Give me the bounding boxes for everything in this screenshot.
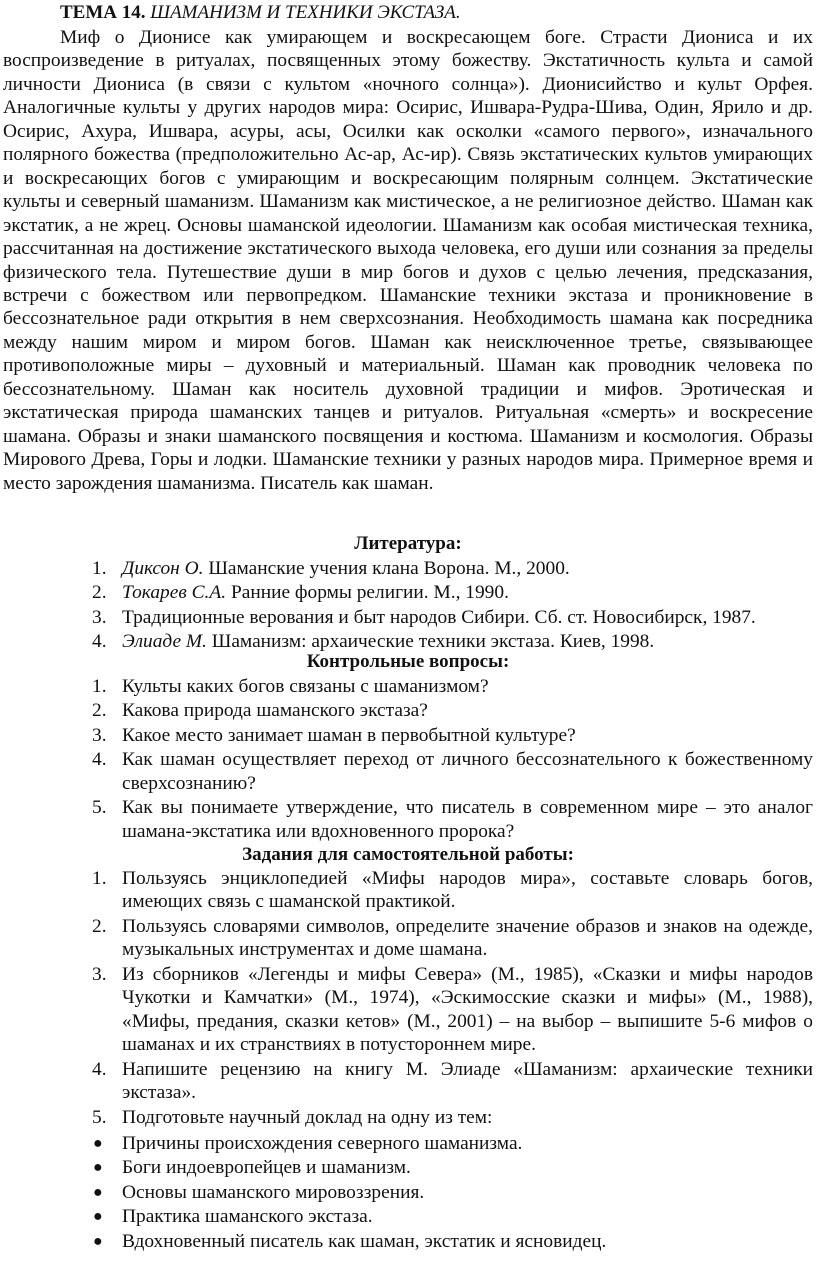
tasks-list bbox=[0, 867, 816, 1130]
item-text: Какое место занимает шаман в первобытной культуре? bbox=[122, 724, 576, 746]
question-item bbox=[0, 699, 816, 722]
item-number: 4. bbox=[92, 1058, 107, 1080]
item-text: Из сборников «Легенды и мифы Севера» (М., 1985), «Сказки и мифы народов Чукотки и Камчатки» (М., 1974), «Эскимосские сказки и мифы» (М., 1988), «Мифы, предания, сказки кетов» (М., 2001) – на выбор – выпишите 5-6 мифов о шаманах и их странствиях в потустороннем мире. bbox=[122, 963, 813, 1056]
bullet-icon: ● bbox=[93, 1208, 103, 1226]
item-number: 3. bbox=[92, 963, 107, 985]
bullet-icon: ● bbox=[93, 1135, 103, 1152]
item-text: Напишите рецензию на книгу М. Элиаде «Шаманизм: архаические техники экстаза». bbox=[122, 1058, 813, 1104]
item-text: Основы шаманского мировоззрения. bbox=[122, 1181, 425, 1203]
literature-item bbox=[0, 606, 816, 629]
task-item bbox=[0, 867, 816, 914]
item-text: Пользуясь энциклопедией «Мифы народов мира», составьте словарь богов, имеющих связь с шаманской практикой. bbox=[122, 868, 813, 913]
bullet-icon: ● bbox=[93, 1159, 103, 1177]
item-text: Как вы понимаете утверждение, что писатель в современном мире – это аналог шамана-экстатика или вдохновенного пророка? bbox=[122, 797, 813, 842]
topic-title: ШАМАНИЗМ И ТЕХНИКИ ЭКСТАЗА. bbox=[150, 2, 461, 23]
item-text: Вдохновенный писатель как шаман, экстатик и ясновидец. bbox=[122, 1230, 607, 1252]
item-number: 3. bbox=[92, 606, 107, 628]
task-item bbox=[0, 915, 816, 962]
item-author: Токарев С.А. bbox=[122, 582, 227, 604]
topic-item bbox=[0, 1205, 816, 1228]
topic-item bbox=[0, 1132, 816, 1155]
item-text: Причины происхождения северного шаманизма. bbox=[122, 1133, 523, 1154]
task-item bbox=[0, 963, 816, 1057]
item-text: Как шаман осуществляет переход от личного бессознательного к божественному сверхсознанию? bbox=[122, 749, 813, 794]
questions-list bbox=[0, 675, 816, 843]
item-number: 1. bbox=[92, 868, 107, 889]
item-number: 5. bbox=[92, 1106, 107, 1128]
topic-number: ТЕМА 14. bbox=[60, 2, 146, 23]
item-text: Практика шаманского экстаза. bbox=[122, 1206, 373, 1228]
item-text: Подготовьте научный доклад на одну из тем: bbox=[122, 1106, 493, 1128]
item-text: Традиционные верования и быт народов Сибири. Сб. ст. Новосибирск, 1987. bbox=[122, 606, 756, 628]
bullet-icon: ● bbox=[93, 1183, 103, 1201]
literature-title: Литература: bbox=[354, 533, 462, 554]
literature-item bbox=[0, 581, 816, 604]
topic-heading bbox=[60, 2, 461, 24]
question-item bbox=[0, 748, 816, 795]
tasks-title: Задания для самостоятельной работы: bbox=[242, 844, 574, 865]
item-author: Элиаде М. bbox=[122, 631, 207, 653]
bullet-icon: ● bbox=[93, 1232, 103, 1250]
question-item bbox=[0, 796, 816, 843]
item-number: 5. bbox=[92, 797, 107, 819]
question-item bbox=[0, 724, 816, 747]
item-number: 4. bbox=[92, 749, 107, 771]
item-text: Шаманские учения клана Ворона. М., 2000. bbox=[203, 558, 570, 579]
item-author: Диксон О. bbox=[122, 558, 204, 579]
item-number: 1. bbox=[92, 558, 107, 579]
task-item bbox=[0, 1058, 816, 1105]
topic-paragraph: Миф о Дионисе как умирающем и воскресающем боге. Страсти Диониса и их воспроизведение в ритуалах, посвященных этому божеству. Экстатичность культа и самой личности Диониса (в связи с культом «ночного солнца»). Дионисийство и культ Орфея. Аналогичные культы у других народов мира: Осирис, Ишвара-Рудра-Шива, Один, Ярило и др. Осирис, Ахура, Ишвара, асуры, асы, Осилки как осколки «самого первого», изначального полярного божества (предположительно Ас-ар, Ас-ир). Связь экстатических культов умирающих и воскресающих богов с умирающим и воскресающим полярным солнцем. Экстатические культы и северный шаманизм. Шаманизм как мистическое, а не религиозное действо. Шаман как экстатик, а не жрец. Основы шаманской идеологии. Шаманизм как особая мистическая техника, рассчитанная на достижение экстатического выхода человека, его души или сознания за пределы физического тела. Путешествие души в мир богов и духов с целью лечения, предсказания, встречи с божеством или первопредком. Шаманские техники экстаза и проникновение в бессознательное ради открытия в нем сверхсознания. Необходимость шамана как посредника между нашим миром и миром богов. Шаман как неисключенное третье, связывающее противоположные миры – духовный и материальный. Шаман как проводник человека по бессознательному. Шаман как носитель духовной традиции и мифов. Эротическая и экстатическая природа шаманских танцев и ритуалов. Ритуальная «смерть» и воскресение шамана. Образы и знаки шаманского посвящения и костюма. Шаманизм и космология. Образы Мирового Древа, Горы и лодки. Шаманские техники у разных народов мира. Примерное время и место зарождения шаманизма. Писатель как шаман. bbox=[3, 27, 813, 494]
item-number: 3. bbox=[92, 724, 107, 746]
item-number: 4. bbox=[92, 631, 107, 653]
item-number: 2. bbox=[92, 915, 107, 937]
topic-item bbox=[0, 1181, 816, 1204]
topic-item bbox=[0, 1156, 816, 1179]
questions-title: Контрольные вопросы: bbox=[306, 651, 510, 672]
item-text: Культы каких богов связаны с шаманизмом? bbox=[122, 676, 489, 697]
topic-item bbox=[0, 1230, 816, 1253]
topics-list bbox=[0, 1132, 816, 1253]
literature-item bbox=[0, 557, 816, 580]
task-item bbox=[0, 1106, 816, 1129]
item-text: Боги индоевропейцев и шаманизм. bbox=[122, 1157, 411, 1179]
item-text: Шаманизм: архаические техники экстаза. Киев, 1998. bbox=[206, 631, 655, 653]
item-number: 2. bbox=[92, 700, 107, 722]
question-item bbox=[0, 675, 816, 698]
literature-list bbox=[0, 557, 816, 654]
item-number: 2. bbox=[92, 582, 107, 604]
item-text: Какова природа шаманского экстаза? bbox=[122, 700, 428, 722]
item-number: 1. bbox=[92, 676, 107, 697]
item-text: Пользуясь словарями символов, определите значение образов и знаков на одежде, музыкальных инструментах и доме шамана. bbox=[122, 915, 813, 961]
item-text: Ранние формы религии. М., 1990. bbox=[226, 582, 509, 604]
